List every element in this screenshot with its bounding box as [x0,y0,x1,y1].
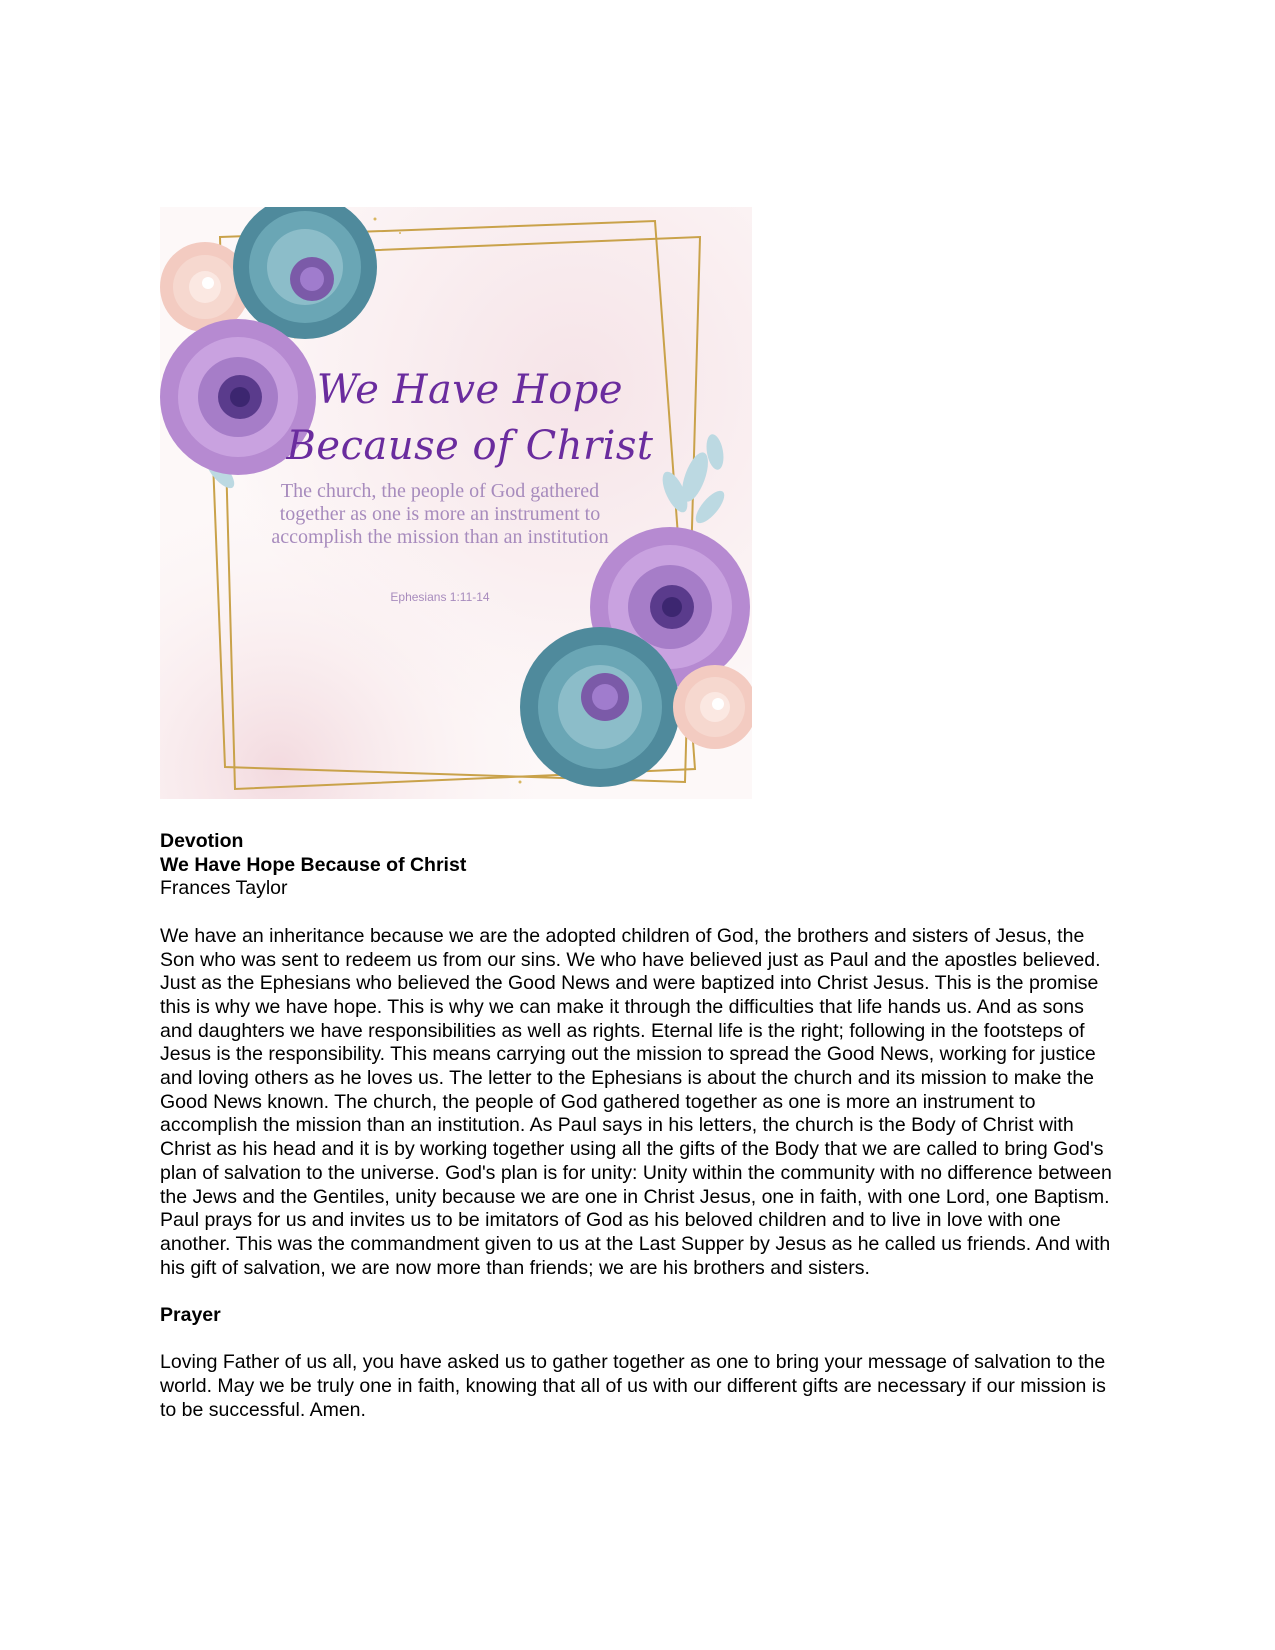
author: Frances Taylor [160,877,288,900]
prayer-label: Prayer [160,1304,221,1327]
devotion-image [160,207,752,799]
section-label: Devotion [160,830,244,852]
devotion-document [160,830,1120,1423]
card-scripture-reference: Ephesians 1:11-14 [390,590,490,604]
card-title-line1: We Have Hope [316,367,624,413]
spacer [160,901,1120,925]
devotion-title: We Have Hope Because of Christ [160,853,467,876]
devotion-body: We have an inheritance because we are the adopted children of God, the brothers and sisters of Jesus, the Son who was sent to redeem us from our sins. We who have believed just as Paul and the apostles believed. Just as the Ephesians who believed the Good News and were baptized into Christ Jesus. This is the promise this is why we have hope. This is why we can make it through the difficulties that life hands us. And as sons and daughters we have responsibilities as well as rights. Eternal life is the right; following in the footsteps of Jesus is the responsibility. This means carrying out the mission to spread the Good News, working for justice and loving others as he loves us. The letter to the Ephesians is about the church and its mission to make the Good News known. The church, the people of God gathered together as one is more an instrument to accomplish the mission than an institution. As Paul says in his letters, the church is the Body of Christ with Christ as his head and it is by working together using all the gifts of the Body that we are called to bring God's plan of salvation to the universe. God's plan is for unity: Unity within the community with no difference between the Jews and the Gentiles, unity because we are one in Christ Jesus, one in faith, with one Lord, one Baptism. Paul prays for us and invites us to be imitators of God as his beloved children and to live in love with one another. This was the commandment given to us at the Last Supper by Jesus as he called us friends. And with his gift of salvation, we are now more than friends; we are his brothers and sisters. [160,924,1112,1279]
card-title-line2: Because of Christ [286,423,654,469]
card-quote: The church, the people of God gathered together as one is more an instrument to accomplish the mission than an institution [271,480,609,548]
spacer [160,1328,1120,1352]
spacer [160,1280,1120,1304]
prayer-text: Loving Father of us all, you have asked us to gather together as one to bring your message of salvation to the world. May we be truly one in faith, knowing that all of us with our different gifts are necessary if our mission is to be successful. Amen. [160,1351,1106,1421]
